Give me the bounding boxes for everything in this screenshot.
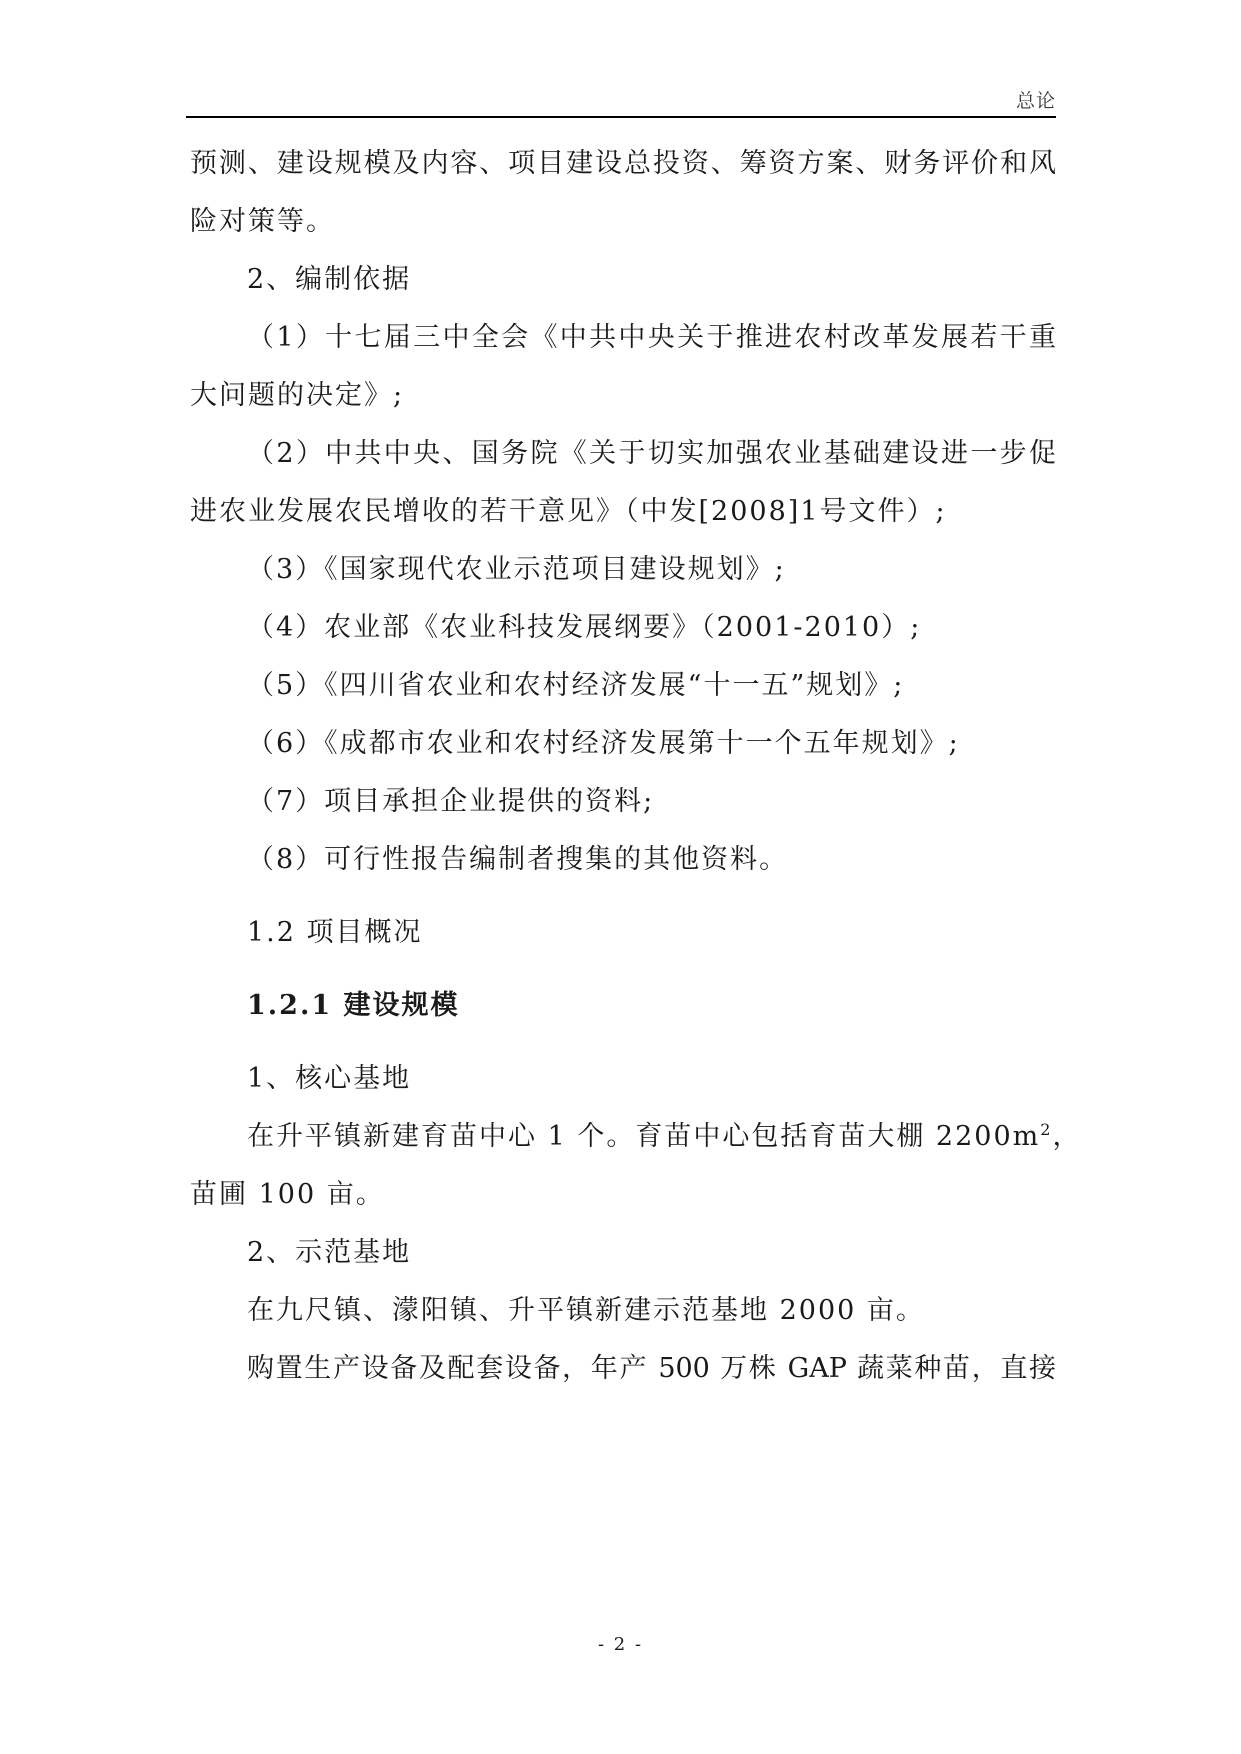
list-item: （5）《四川省农业和农村经济发展“十一五”规划》; <box>247 670 905 701</box>
body-text: 在升平镇新建育苗中心 1 个。育苗中心包括育苗大棚 2200m <box>247 1121 1041 1152</box>
list-item: （2）中共中央、国务院《关于切实加强农业基础建设进一步促 <box>247 438 1056 469</box>
list-item: （7）项目承担企业提供的资料; <box>247 786 655 817</box>
body-line: 大问题的决定》; <box>190 380 405 411</box>
body-line <box>247 1119 1082 1155</box>
body-line: 险对策等。 <box>190 206 335 237</box>
page-header <box>186 80 1056 118</box>
section-heading: 1.2 项目概况 <box>247 917 423 948</box>
list-item: （4）农业部《农业科技发展纲要》（2001-2010）; <box>247 612 922 643</box>
section-heading: 2、示范基地 <box>247 1237 412 1268</box>
list-item: （3）《国家现代农业示范项目建设规划》; <box>247 554 786 585</box>
body-line: 预测、建设规模及内容、项目建设总投资、筹资方案、财务评价和风 <box>190 148 1056 179</box>
body-text: ， <box>1052 1121 1082 1152</box>
body-line: 购置生产设备及配套设备，年产 500 万株 GAP 蔬菜种苗，直接 <box>247 1353 1056 1384</box>
list-item: （8）可行性报告编制者搜集的其他资料。 <box>247 844 789 875</box>
section-heading: 2、编制依据 <box>247 264 412 295</box>
header-title: 总论 <box>1015 90 1056 112</box>
list-item: （1）十七届三中全会《中共中央关于推进农村改革发展若干重 <box>247 322 1056 353</box>
page-number: - 2 - <box>597 1634 644 1655</box>
section-heading: 1、核心基地 <box>247 1063 412 1094</box>
body-line: 苗圃 100 亩。 <box>190 1179 385 1210</box>
list-item: （6）《成都市农业和农村经济发展第十一个五年规划》; <box>247 728 960 759</box>
subsection-heading: 1.2.1 建设规模 <box>247 990 460 1021</box>
body-line: 进农业发展农民增收的若干意见》（中发[2008]1号文件）; <box>190 496 947 527</box>
superscript: 2 <box>1040 1120 1053 1139</box>
body-line: 在九尺镇、濛阳镇、升平镇新建示范基地 2000 亩。 <box>247 1295 925 1326</box>
